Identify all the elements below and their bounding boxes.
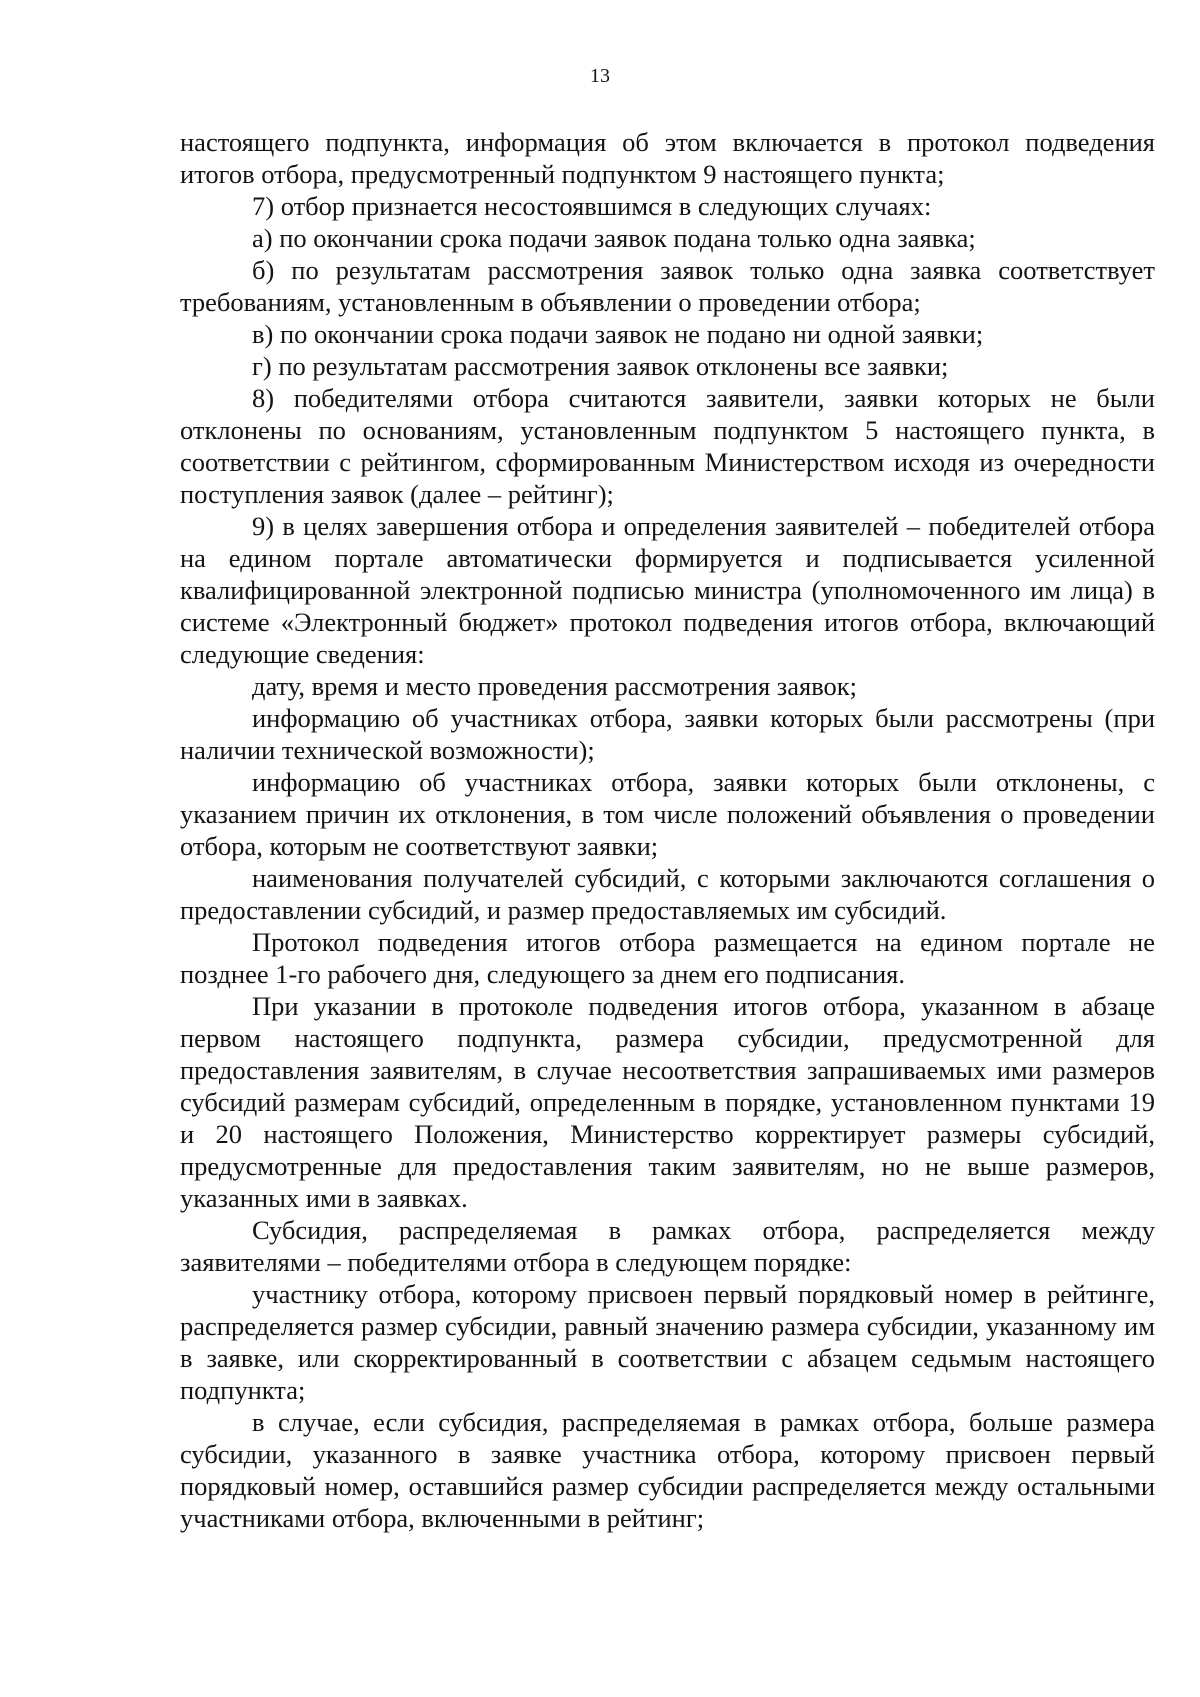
paragraph: информацию об участниках отбора, заявки которых были отклонены, с указанием причин их отклонения, в том числе положений объявления о проведении отбора, которым не соответствуют заявки;: [180, 767, 1155, 861]
paragraph: дату, время и место проведения рассмотрения заявок;: [252, 671, 858, 701]
paragraph: 9) в целях завершения отбора и определения заявителей – победителей отбора на едином портале автоматически формируется и подписывается усиленной квалифицированной электронной подписью министра (уполномоченного им лица) в системе «Электронный бюджет» протокол подведения итогов отбора, включающий следующие сведения:: [180, 511, 1155, 669]
paragraph: настоящего подпункта, информация об этом включается в протокол подведения итогов отбора, предусмотренный подпунктом 9 настоящего пункта;: [180, 127, 1155, 189]
paragraph: При указании в протоколе подведения итогов отбора, указанном в абзаце первом настоящего подпункта, размера субсидии, предусмотренной для предоставления заявителям, в случае несоответствия запрашиваемых ими размеров субсидий размерам субсидий, определенным в порядке, установленном пунктами 19 и 20 настоящего Положения, Министерство корректирует размеры субсидий, предусмотренные для предоставления таким заявителям, но не выше размеров, указанных ими в заявках.: [180, 991, 1155, 1213]
paragraph: информацию об участниках отбора, заявки которых были рассмотрены (при наличии технической возможности);: [180, 703, 1155, 765]
paragraph: Субсидия, распределяемая в рамках отбора, распределяется между заявителями – победителями отбора в следующем порядке:: [180, 1215, 1155, 1277]
paragraph: наименования получателей субсидий, с которыми заключаются соглашения о предоставлении субсидий, и размер предоставляемых им субсидий.: [180, 863, 1155, 925]
paragraph: г) по результатам рассмотрения заявок отклонены все заявки;: [252, 351, 949, 381]
paragraph: в) по окончании срока подачи заявок не подано ни одной заявки;: [252, 319, 984, 349]
paragraph: в случае, если субсидия, распределяемая в рамках отбора, больше размера субсидии, указанного в заявке участника отбора, которому присвоен первый порядковый номер, оставшийся размер субсидии распределяется между остальными участниками отбора, включенными в рейтинг;: [180, 1407, 1155, 1533]
paragraph: участнику отбора, которому присвоен первый порядковый номер в рейтинге, распределяется размер субсидии, равный значению размера субсидии, указанному им в заявке, или скорректированный в соответствии с абзацем седьмым настоящего подпункта;: [180, 1279, 1155, 1405]
page-number: 13: [590, 65, 610, 87]
paragraph: 7) отбор признается несостоявшимся в следующих случаях:: [252, 191, 932, 221]
paragraph: 8) победителями отбора считаются заявители, заявки которых не были отклонены по основаниям, установленным подпунктом 5 настоящего пункта, в соответствии с рейтингом, сформированным Министерством исходя из очередности поступления заявок (далее – рейтинг);: [180, 383, 1155, 509]
document-body: [180, 126, 1155, 1534]
paragraph: Протокол подведения итогов отбора размещается на едином портале не позднее 1-го рабочего дня, следующего за днем его подписания.: [180, 927, 1155, 989]
paragraph: а) по окончании срока подачи заявок подана только одна заявка;: [252, 223, 976, 253]
paragraph: б) по результатам рассмотрения заявок только одна заявка соответствует требованиям, установленным в объявлении о проведении отбора;: [180, 255, 1155, 317]
